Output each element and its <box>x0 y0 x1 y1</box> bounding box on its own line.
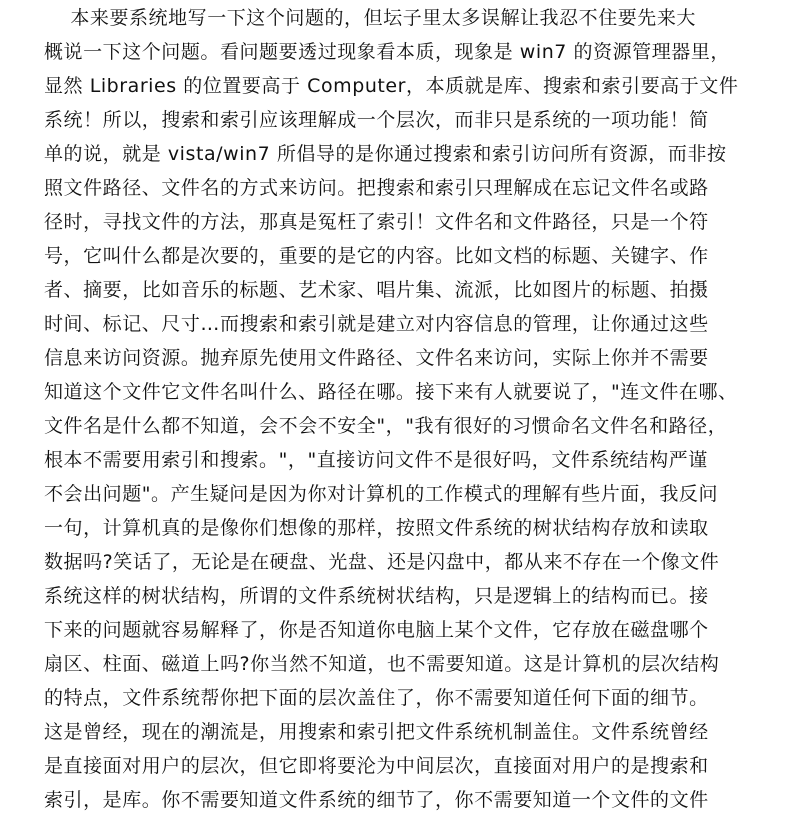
text-line: 根本不需要用索引和搜索。"，"直接访问文件不是很好吗，文件系统结构严谨 <box>44 449 708 471</box>
text-line: 系统这样的树状结构，所谓的文件系统树状结构，只是逻辑上的结构而已。接 <box>44 585 709 607</box>
text-line: 号，它叫什么都是次要的，重要的是它的内容。比如文档的标题、关键字、作 <box>44 245 709 267</box>
text-line: 的特点，文件系统帮你把下面的层次盖住了，你不需要知道任何下面的细节。 <box>44 687 709 709</box>
text-line: 下来的问题就容易解释了，你是否知道你电脑上某个文件，它存放在磁盘哪个 <box>44 619 709 641</box>
text-line: 扇区、柱面、磁道上吗?你当然不知道，也不需要知道。这是计算机的层次结构 <box>44 653 720 675</box>
text-line: 信息来访问资源。抛弃原先使用文件路径、文件名来访问，实际上你并不需要 <box>44 347 709 369</box>
text-line: 知道这个文件它文件名叫什么、路径在哪。接下来有人就要说了，"连文件在哪、 <box>44 381 738 403</box>
text-line: 这是曾经，现在的潮流是，用搜索和索引把文件系统机制盖住。文件系统曾经 <box>44 721 709 743</box>
text-line: 概说一下这个问题。看问题要透过现象看本质，现象是 win7 的资源管理器里， <box>44 41 730 63</box>
text-line: 单的说，就是 vista/win7 所倡导的是你通过搜索和索引访问所有资源，而非按 <box>44 143 727 165</box>
text-line: 索引，是库。你不需要知道文件系统的细节了，你不需要知道一个文件的文件 <box>44 789 709 811</box>
text-line: 一句，计算机真的是像你们想像的那样，按照文件系统的树状结构存放和读取 <box>44 517 709 539</box>
text-line: 显然 Libraries 的位置要高于 Computer，本质就是库、搜索和索引要高于文件 <box>44 75 739 97</box>
text-line: 者、摘要，比如音乐的标题、艺术家、唱片集、流派，比如图片的标题、拍摄 <box>44 279 709 301</box>
text-line: 时间、标记、尺寸…而搜索和索引就是建立对内容信息的管理，让你通过这些 <box>44 313 709 335</box>
text-line: 系统！所以，搜索和索引应该理解成一个层次，而非只是系统的一项功能！简 <box>44 109 709 131</box>
text-line: 是直接面对用户的层次，但它即将要沦为中间层次，直接面对用户的是搜索和 <box>44 755 709 777</box>
text-line: 文件名是什么都不知道，会不会不安全"，"我有很好的习惯命名文件名和路径， <box>44 415 728 437</box>
text-line: 照文件路径、文件名的方式来访问。把搜索和索引只理解成在忘记文件名或路 <box>44 177 709 199</box>
text-line: 本来要系统地写一下这个问题的，但坛子里太多误解让我忍不住要先来大 <box>44 7 696 29</box>
text-line: 不会出问题"。产生疑问是因为你对计算机的工作模式的理解有些片面，我反问 <box>44 483 718 505</box>
text-line: 数据吗?笑话了，无论是在硬盘、光盘、还是闪盘中，都从来不存在一个像文件 <box>44 551 720 573</box>
text-line: 径时，寻找文件的方法，那真是冤枉了索引！文件名和文件路径，只是一个符 <box>44 211 709 233</box>
